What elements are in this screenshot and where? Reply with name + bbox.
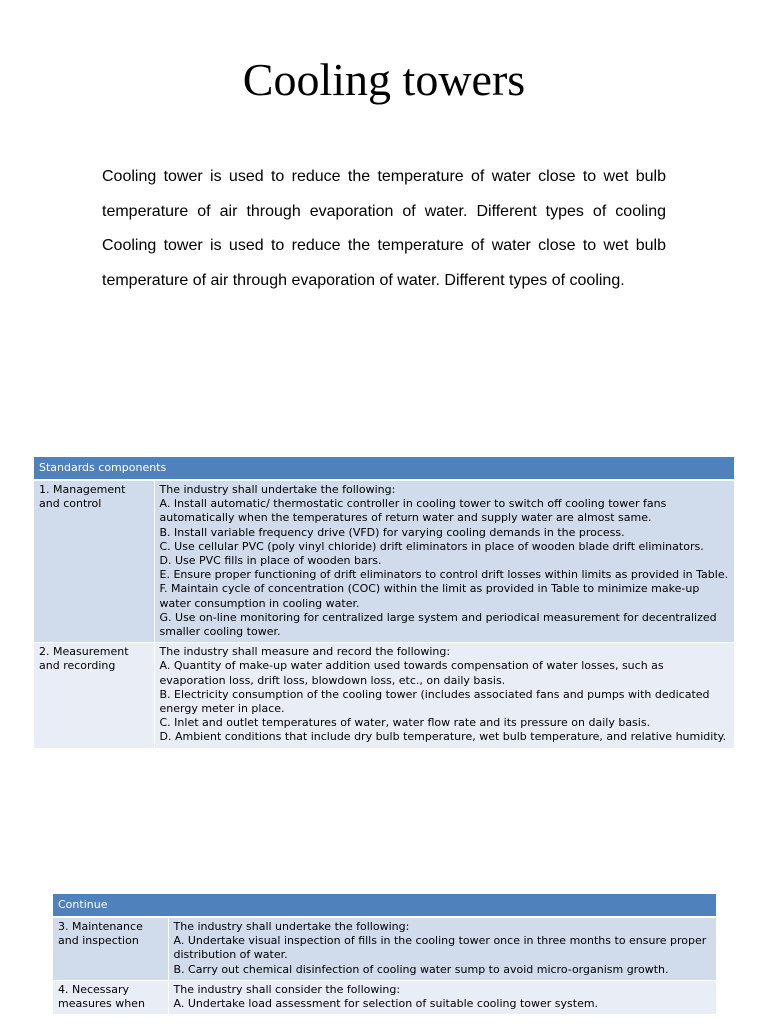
page-title: Cooling towers [242,54,526,105]
row-item: A. Install automatic/ thermostatic controller in cooling tower to switch off cooling tower fans automatically when the temperatures of return water and supply water are almost same. [159,497,667,525]
row-label [53,917,168,980]
table-header: Standards components [34,457,734,480]
row-item: B. Electricity consumption of the cooling tower (includes associated fans and pumps with dedicated energy meter in place. [159,687,710,716]
row-content [154,643,734,748]
row-item: E. Ensure proper functioning of drift eliminators to control drift losses within limits as provided in Table. [159,568,729,582]
row-content [154,480,734,643]
row-lead: The industry shall consider the following: [173,982,401,996]
row-label [53,980,168,1014]
row-label [34,643,154,748]
intro-paragraph: Cooling tower is used to reduce the temperature of water close to wet bulb temperature of air through evaporation of water. Different types of cooling Cooling tower is used to reduce the temperature of water close to wet bulb temperature of air through evaporation of water. Different types of cooling. [102,168,666,289]
table-row [53,980,716,1014]
row-content [168,980,716,1014]
row-item: B. Carry out chemical disinfection of cooling water sump to avoid micro-organism growth. [173,962,669,976]
row-item: F. Maintain cycle of concentration (COC) within the limit as provided in Table to minimize make-up water consumption in cooling water. [159,582,700,610]
row-item: A. Quantity of make-up water addition used towards compensation of water losses, such as evaporation loss, drift loss, blowdown loss, etc., on daily basis. [159,659,664,687]
row-label-text: 1. Management and control [39,483,126,511]
row-item: B. Install variable frequency drive (VFD) for varying cooling demands in the process. [159,525,625,539]
row-label-text: 3. Maintenance and inspection [58,920,143,948]
row-item: D. Ambient conditions that include dry bulb temperature, wet bulb temperature, and relative humidity. [159,730,727,744]
row-item: C. Use cellular PVC (poly vinyl chloride) drift eliminators in place of wooden blade drift eliminators. [159,539,704,553]
row-item: A. Undertake load assessment for selection of suitable cooling tower system. [173,997,599,1011]
row-lead: The industry shall undertake the following: [159,483,396,496]
table-header: Continue [53,894,716,917]
row-item: G. Use on-line monitoring for centralized large system and periodical measurement for decentralized smaller cooling tower. [159,610,717,639]
row-item: C. Inlet and outlet temperatures of water, water flow rate and its pressure on daily basis. [159,716,651,730]
continue-table [53,894,716,1015]
row-label-text: 4. Necessary measures when [58,982,145,1011]
row-label-text: 2. Measurement and recording [39,645,129,673]
row-lead: The industry shall undertake the following: [173,920,410,933]
row-content [168,917,716,980]
table-row [34,480,734,643]
row-item: A. Undertake visual inspection of fills in the cooling tower once in three months to ensure proper distribution of water. [173,934,707,962]
row-label [34,480,154,643]
table-row [53,917,716,980]
standards-components-table [34,457,734,749]
row-item: D. Use PVC fills in place of wooden bars. [159,554,382,568]
row-lead: The industry shall measure and record the following: [159,645,451,659]
table-row [34,643,734,748]
